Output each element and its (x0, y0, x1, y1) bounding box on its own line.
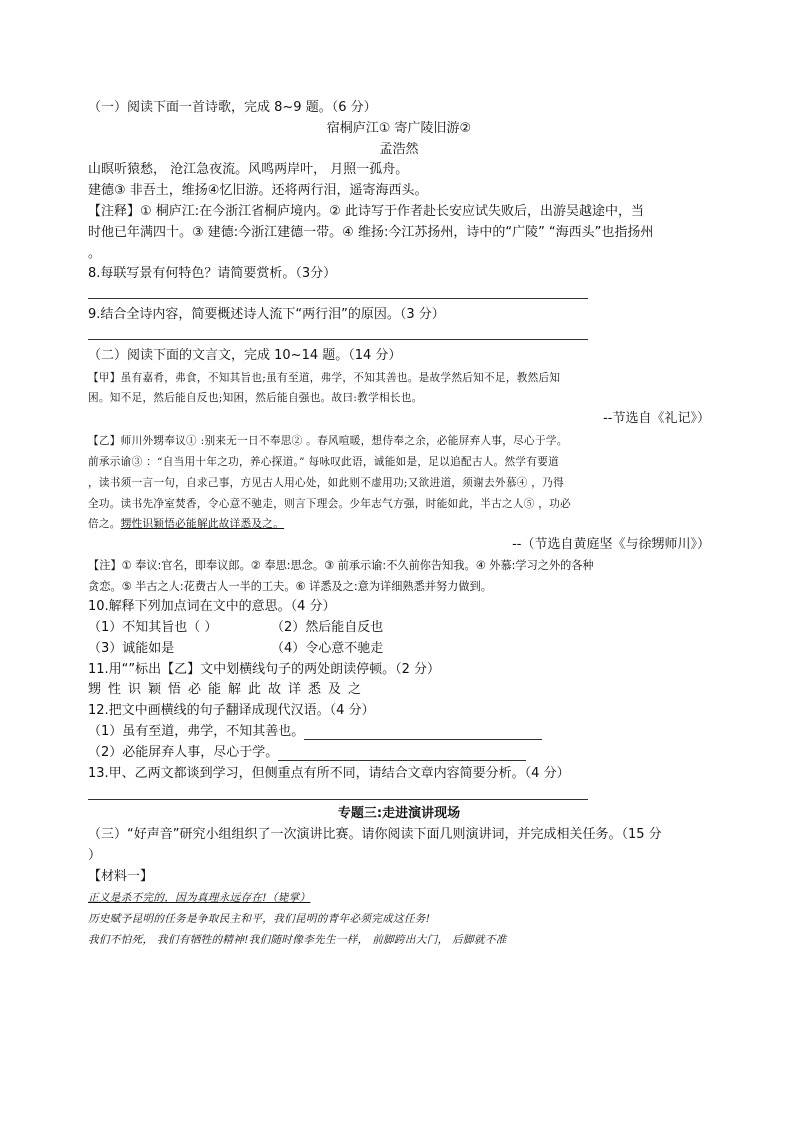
yi-line-5-start: 倍之。 (88, 518, 121, 530)
material-1-line-3: 我们不怕死， 我们有牺牲的精神!我们随时像李先生一样， 前脚跨出大门， 后脚就不准 (88, 934, 507, 946)
yi-source: --（节选自黄庭坚《与徐甥师川》） (512, 537, 710, 552)
section2-heading: （二）阅读下面的文言文，完成 10~14 题。（14 分） (88, 348, 402, 363)
yi-note-line-1: 【注】① 奉议:官名，即奉议郎。② 奉思:思念。③ 前承示谕:不久前你告知我。④ 外慕:学习之外的各种 (88, 559, 594, 572)
section3-heading-line-1: （三）“好声音”研究小组组织了一次演讲比赛。请你阅读下面几则演讲词，并完成相关任务。（15 分 (88, 827, 662, 842)
question-8: 8.每联写景有何特色？请简要赏析。（3分） (88, 266, 337, 281)
yi-line-4: 全功。读书先净室焚香，令心意不驰走，则言下理会。少年志气方强，时能如此，半古之人⑤ ，功必 (88, 498, 571, 510)
question-12: 12.把文中画横线的句子翻译成现代汉语。（4 分） (88, 703, 375, 718)
question-13: 13.甲、乙两文都谈到学习，但侧重点有所不同，请结合文章内容简要分析。（4 分） (88, 766, 570, 781)
poem-title: 宿桐庐江① 寄广陵旧游② (326, 121, 472, 136)
question-12-item-2 (88, 745, 526, 761)
question-10-item-3: （3）诚能如是 (88, 641, 175, 656)
poem-line-1: 山暝听猿愁， 沧江急夜流。风鸣两岸叶， 月照一孤舟。 (88, 162, 409, 177)
yi-line-1: 【乙】师川外甥奉议① :别来无一日不奉思② 。春风喧暖，想侍奉之余，必能屏弃人事，尽心于学。 (88, 435, 568, 447)
question-12-item-2-text: （2）必能屏弃人事，尽心于学。 (88, 745, 279, 760)
jia-source: --节选自《礼记》） (603, 411, 710, 426)
material-1-label: 【材料一】 (88, 869, 154, 884)
material-1-line-2: 历史赋予昆明的任务是争取民主和平，我们昆明的青年必须完成这任务! (88, 913, 431, 925)
poem-line-2: 建德③ 非吾土，维扬④忆旧游。还将两行泪，遥寄海西头。 (88, 183, 428, 198)
question-10-item-4: （4）令心意不驰走 (271, 641, 384, 656)
question-10-item-1: （1）不知其旨也（ ） (88, 620, 218, 635)
poem-note-line-3: 。 (88, 246, 102, 261)
answer-blank-12-1[interactable] (304, 725, 542, 740)
question-9: 9.结合全诗内容，简要概述诗人流下“两行泪”的原因。（3 分） (88, 307, 445, 322)
topic-3-title: 专题三:走进演讲现场 (337, 806, 461, 821)
question-11-text: 甥性识颖悟必能解此故详悉及之 (88, 682, 369, 697)
yi-note-line-2: 贪恋。⑤ 半古之人:花费古人一半的工夫。⑥ 详悉及之:意为详细熟悉并努力做到。 (88, 580, 492, 593)
answer-blank-12-2[interactable] (278, 746, 526, 761)
yi-line-3: ，读书须一言一句，自求己事，方见古人用心处，如此则不虚用功;又欲进道，须谢去外慕④ ，乃得 (88, 477, 564, 489)
material-1-line-1: 正义是杀不完的，因为真理永远存在!（毙掌） (88, 892, 311, 904)
yi-line-5 (88, 516, 284, 532)
answer-line-9[interactable] (88, 339, 588, 340)
question-11: 11.用“”标出【乙】文中划横线句子的两处朗读停顿。（2 分） (88, 662, 441, 677)
poem-note-line-1: 【注释】① 桐庐江:在今浙江省桐庐境内。② 此诗写于作者赴长安应试失败后，出游吴越途中，当 (88, 204, 644, 219)
yi-line-2: 前承示谕③ ：“自当用十年之功，养心探道。” 每咏叹此语，诚能如是，足以追配古人。然学有要道 (88, 456, 559, 468)
question-10: 10.解释下列加点词在文中的意思。（4 分） (88, 599, 336, 614)
jia-line-2: 困。知不足，然后能自反也;知困，然后能自强也。故曰:教学相长也。 (88, 392, 423, 404)
answer-line-8[interactable] (88, 298, 588, 299)
answer-line-13[interactable] (88, 799, 588, 800)
jia-line-1: 【甲】虽有嘉肴，弗食，不知其旨也;虽有至道，弗学，不知其善也。是故学然后知不足，教然后知 (88, 372, 561, 384)
question-12-item-1 (88, 724, 542, 740)
section1-heading: （一）阅读下面一首诗歌，完成 8~9 题。（6 分） (88, 100, 377, 115)
question-10-item-2: （2）然后能自反也 (271, 620, 384, 635)
question-12-item-1-text: （1）虽有至道，弗学，不知其善也。 (88, 724, 305, 739)
poem-note-line-2: 时他已年满四十。③ 建德:今浙江建德一带。④ 维扬:今江苏扬州，诗中的“广陵” “海西头”也指扬州 (88, 225, 654, 240)
section3-heading-line-2: ） (88, 848, 102, 863)
yi-underlined-sentence: 甥性识颖悟必能解此故详悉及之。 (120, 518, 285, 530)
poem-author: 孟浩然 (379, 142, 419, 157)
